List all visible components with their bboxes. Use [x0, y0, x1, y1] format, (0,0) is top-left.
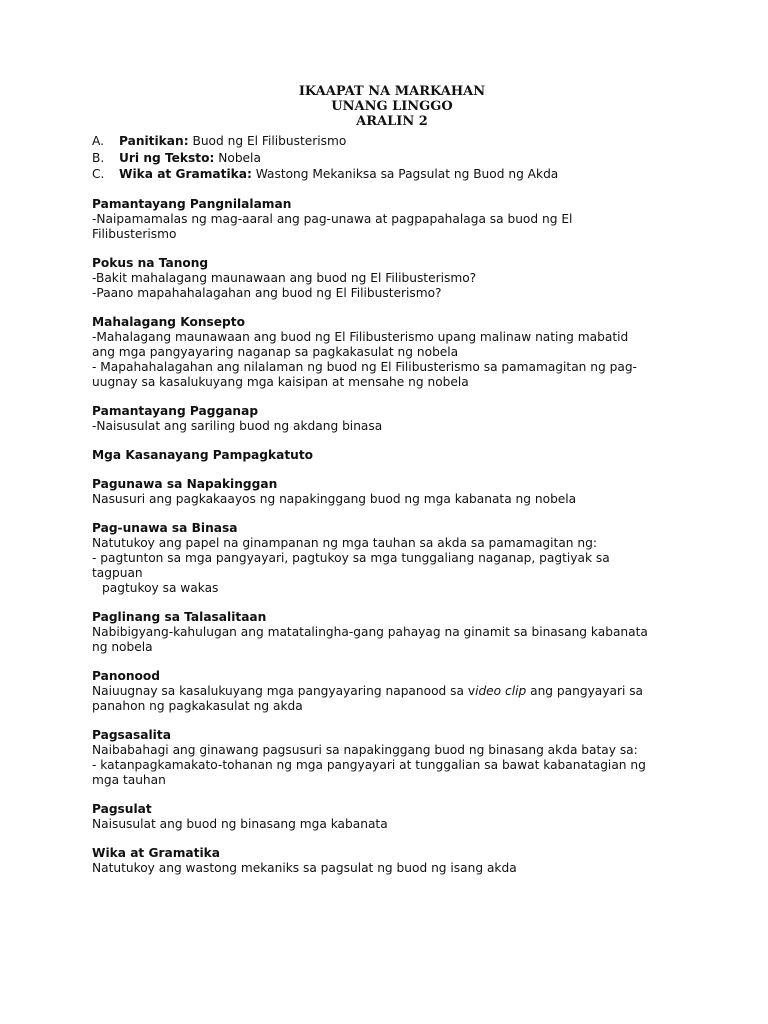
- section-wika-at-gramatika: [92, 846, 692, 876]
- section-text: mga tauhan: [92, 772, 166, 787]
- section-heading: Pokus na Tanong: [92, 255, 209, 270]
- topic-label: Uri ng Teksto:: [119, 150, 215, 165]
- text-run: ang pangyayari sa: [526, 683, 644, 698]
- section-text: -Naisusulat ang sariling buod ng akdang binasa: [92, 418, 383, 433]
- topic-value: Buod ng El Filibusterismo: [192, 134, 347, 148]
- section-text: Naisusulat ang buod ng binasang mga kabanata: [92, 816, 388, 831]
- section-text: Filibusterismo: [92, 226, 177, 241]
- section-text: panahon ng pagkakasulat ng akda: [92, 698, 303, 713]
- section-mga-kasanayang-pampagkatuto: [92, 448, 692, 463]
- section-heading: Pamantayang Pangnilalaman: [92, 196, 292, 211]
- section-pagsulat: [92, 802, 692, 832]
- section-text: [92, 684, 692, 699]
- topic-item-panitikan: [92, 133, 692, 150]
- topic-list: [92, 133, 692, 183]
- section-text: - pagtunton sa mga pangyayari, pagtukoy sa mga tunggaliang naganap, pagtiyak sa: [92, 550, 610, 565]
- section-text: ang mga pangyayaring naganap sa pagkakasulat ng nobela: [92, 344, 459, 359]
- section-pokus-na-tanong: [92, 256, 692, 301]
- section-pamantayang-pagganap: [92, 404, 692, 434]
- section-text: - Mapahahalagahan ang nilalaman ng buod ng El Filibusterismo sa pamamagitan ng pag-: [92, 359, 637, 374]
- section-panonood: [92, 669, 692, 714]
- section-text: -Bakit mahalagang maunawaan ang buod ng El Filibusterismo?: [92, 270, 477, 285]
- text-run: Naiuugnay sa kasalukuyang mga pangyayaring napanood sa v: [92, 683, 476, 698]
- section-text: tagpuan: [92, 565, 143, 580]
- section-heading: Pagsulat: [92, 801, 152, 816]
- section-text: pagtukoy sa wakas: [102, 580, 219, 595]
- section-heading: Mahalagang Konsepto: [92, 314, 245, 329]
- section-heading: Mga Kasanayang Pampagkatuto: [92, 447, 314, 462]
- topic-value: Nobela: [218, 150, 261, 165]
- section-text: Naibabahagi ang ginawang pagsusuri sa napakinggang buod ng binasang akda batay sa:: [92, 742, 638, 757]
- section-text: Nasusuri ang pagkakaayos ng napakinggang buod ng mga kabanata ng nobela: [92, 491, 577, 506]
- section-mahalagang-konsepto: [92, 315, 692, 390]
- quarter-title: IKAAPAT NA MARKAHAN: [298, 84, 486, 99]
- topic-label: Wika at Gramatika:: [119, 167, 252, 181]
- section-text: uugnay sa kasalukuyang mga kaisipan at mensahe ng nobela: [92, 374, 469, 389]
- topic-label: Panitikan:: [119, 134, 189, 148]
- section-pagunawa-sa-napakinggan: [92, 477, 692, 507]
- lesson-title: ARALIN 2: [356, 114, 428, 129]
- topic-value: Wastong Mekaniksa sa Pagsulat ng Buod ng Akda: [255, 167, 559, 181]
- topic-item-wika-at-gramatika: [92, 166, 692, 183]
- topic-marker: C.: [92, 167, 105, 181]
- topic-marker: A.: [92, 134, 104, 148]
- section-text: - katanpagkamakato-tohanan ng mga pangyayari at tunggalian sa bawat kabanatagian ng: [92, 757, 646, 772]
- section-pag-unawa-sa-binasa: [92, 521, 692, 596]
- section-text: ng nobela: [92, 639, 153, 654]
- section-heading: Pagsasalita: [92, 727, 171, 742]
- topic-item-uri-ng-teksto: [92, 150, 692, 167]
- section-text: Natutukoy ang papel na ginampanan ng mga tauhan sa akda sa pamamagitan ng:: [92, 535, 597, 550]
- section-heading: Paglinang sa Talasalitaan: [92, 609, 267, 624]
- section-text: -Naipamamalas ng mag-aaral ang pag-unawa at pagpapahalaga sa buod ng El: [92, 211, 573, 226]
- week-title: UNANG LINGGO: [331, 99, 453, 114]
- section-text: Natutukoy ang wastong mekaniks sa pagsulat ng buod ng isang akda: [92, 860, 517, 875]
- section-text: -Paano mapahahalagahan ang buod ng El Filibusterismo?: [92, 285, 442, 300]
- document-header: [92, 84, 692, 129]
- section-text: Nabibigyang-kahulugan ang matatalingha-gang pahayag na ginamit sa binasang kabanata: [92, 624, 648, 639]
- section-paglinang-sa-talasalitaan: [92, 610, 692, 655]
- section-text: -Mahalagang maunawaan ang buod ng El Filibusterismo upang malinaw nating mabatid: [92, 329, 629, 344]
- section-heading: Panonood: [92, 668, 161, 683]
- topic-marker: B.: [92, 150, 105, 165]
- section-heading: Pag-unawa sa Binasa: [92, 520, 238, 535]
- section-heading: Pamantayang Pagganap: [92, 403, 259, 418]
- section-heading: Wika at Gramatika: [92, 845, 220, 860]
- video-clip-term: ideo clip: [475, 683, 527, 698]
- section-pamantayang-pangnilalaman: [92, 197, 692, 242]
- document-page: [92, 84, 692, 876]
- section-heading: Pagunawa sa Napakinggan: [92, 476, 278, 491]
- section-pagsasalita: [92, 728, 692, 788]
